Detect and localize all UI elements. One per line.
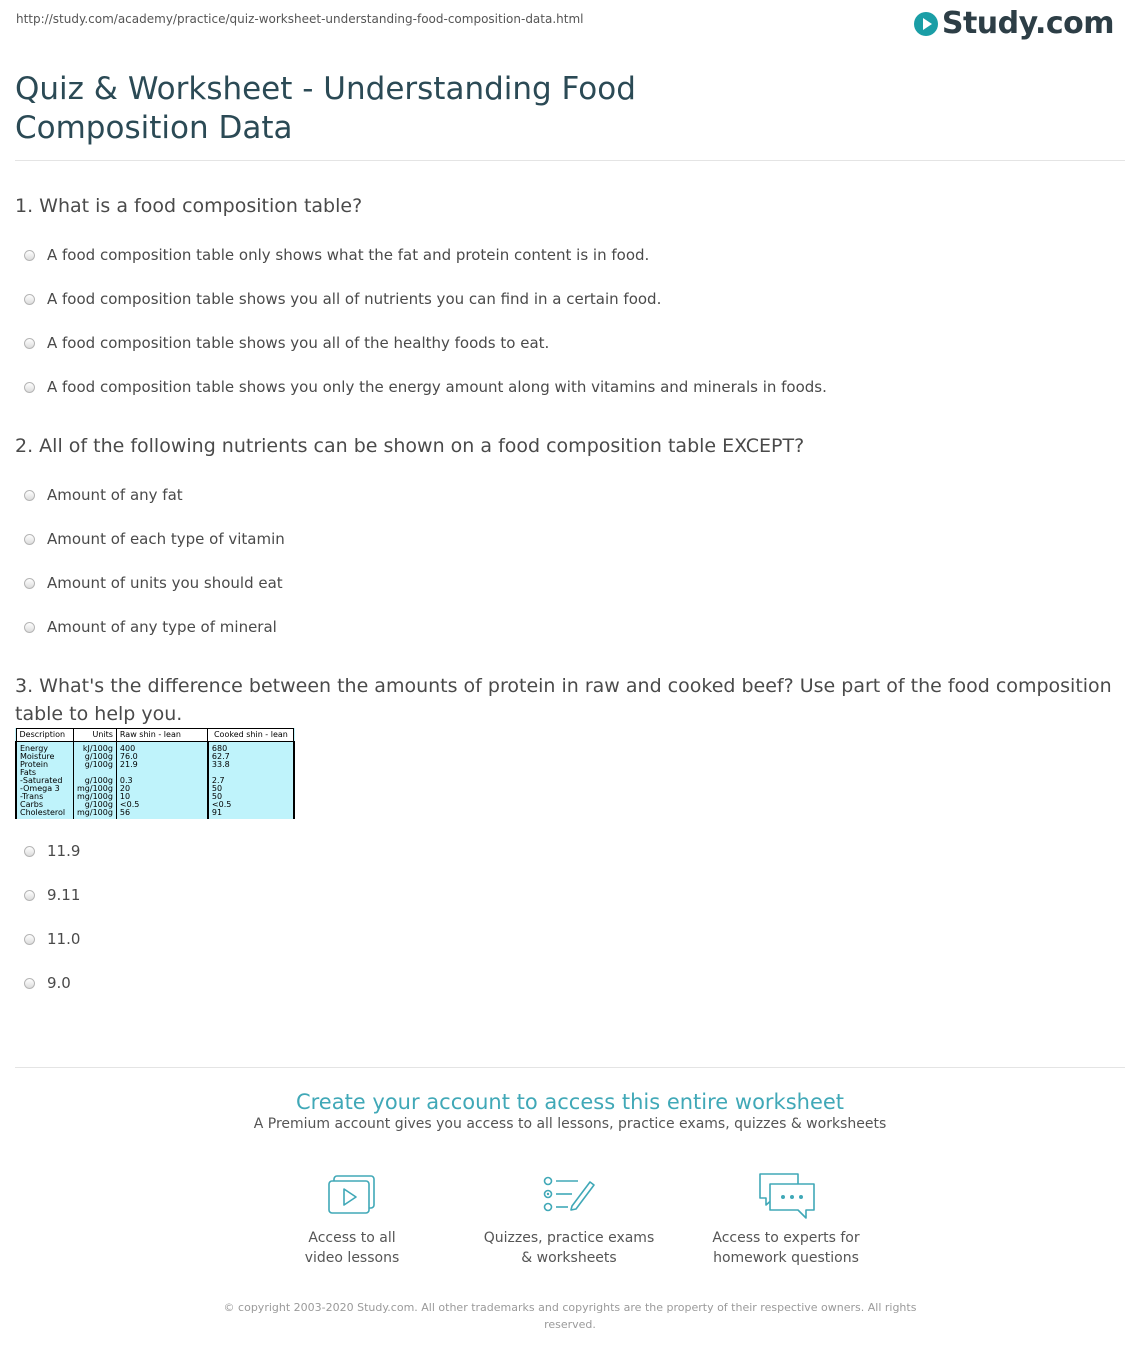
study-logo[interactable] — [914, 6, 1114, 41]
question-2 — [15, 432, 1125, 649]
feature-label: Access to experts for — [712, 1230, 860, 1246]
table-cell: 50 — [208, 785, 294, 793]
table-row — [16, 742, 294, 754]
answer-option[interactable] — [15, 233, 1125, 277]
feature-experts — [686, 1172, 886, 1268]
table-cell: 20 — [116, 785, 208, 793]
table-cell: g/100g — [74, 761, 117, 769]
table-cell: g/100g — [74, 801, 117, 809]
table-cell: 33.8 — [208, 761, 294, 769]
play-logo-icon — [914, 12, 938, 36]
answer-option[interactable] — [15, 365, 1125, 409]
food-composition-table — [15, 728, 295, 819]
radio-button[interactable] — [24, 978, 35, 989]
quiz-checklist-icon — [542, 1172, 596, 1220]
question-title: 3. What's the difference between the amounts of protein in raw and cooked beef? Use part of the food composition table to help you. — [15, 675, 1112, 725]
table-cell: g/100g — [74, 753, 117, 761]
table-cell: mg/100g — [74, 785, 117, 793]
table-cell: Carbs — [16, 801, 74, 809]
radio-button[interactable] — [24, 382, 35, 393]
question-title: 2. All of the following nutrients can be shown on a food composition table EXCEPT? — [15, 435, 805, 457]
feature-label: Access to all — [308, 1230, 396, 1246]
table-cell: 91 — [208, 809, 294, 819]
table-cell: Protein — [16, 761, 74, 769]
radio-button[interactable] — [24, 250, 35, 261]
page-url: http://study.com/academy/practice/quiz-worksheet-understanding-food-composition-data.html — [16, 12, 584, 26]
chat-bubbles-icon — [754, 1172, 818, 1220]
table-cell: 10 — [116, 793, 208, 801]
question-3 — [15, 672, 1125, 1005]
table-cell: 2.7 — [208, 777, 294, 785]
feature-video-lessons — [252, 1172, 452, 1268]
answer-text: A food composition table shows you all of the healthy foods to eat. — [47, 334, 550, 352]
answer-text: 11.0 — [47, 930, 81, 948]
table-cell: g/100g — [74, 777, 117, 785]
table-cell: 62.7 — [208, 753, 294, 761]
radio-button[interactable] — [24, 490, 35, 501]
answer-text: A food composition table shows you all of nutrients you can find in a certain food. — [47, 290, 662, 308]
table-cell: -Trans — [16, 793, 74, 801]
table-cell: 76.0 — [116, 753, 208, 761]
radio-button[interactable] — [24, 578, 35, 589]
copyright-footer: © copyright 2003-2020 Study.com. All other trademarks and copyrights are the property of their respective owners. All rights reserved. — [223, 1301, 917, 1331]
table-cell: 21.9 — [116, 761, 208, 769]
question-title: 1. What is a food composition table? — [15, 195, 363, 217]
table-cell: Cholesterol — [16, 809, 74, 819]
radio-button[interactable] — [24, 294, 35, 305]
answer-option[interactable] — [15, 829, 1125, 873]
table-cell: <0.5 — [116, 801, 208, 809]
table-cell: 0.3 — [116, 777, 208, 785]
answer-text: 9.11 — [47, 886, 81, 904]
answer-option[interactable] — [15, 961, 1125, 1005]
table-cell: -Saturated — [16, 777, 74, 785]
table-cell: 680 — [208, 742, 294, 754]
answer-text: A food composition table shows you only the energy amount along with vitamins and minerals in foods. — [47, 378, 827, 396]
question-1 — [15, 192, 1125, 409]
table-header: Description — [16, 729, 74, 742]
table-body — [16, 742, 294, 820]
signup-cta — [0, 1090, 1140, 1132]
table-cell: 50 — [208, 793, 294, 801]
answer-text: A food composition table only shows what the fat and protein content is in food. — [47, 246, 650, 264]
answer-text: Amount of any type of mineral — [47, 618, 277, 636]
table-cell: mg/100g — [74, 793, 117, 801]
feature-label: & worksheets — [521, 1250, 617, 1266]
table-cell: mg/100g — [74, 809, 117, 819]
cta-subtitle: A Premium account gives you access to all lessons, practice exams, quizzes & worksheets — [253, 1116, 887, 1132]
radio-button[interactable] — [24, 890, 35, 901]
table-cell: <0.5 — [208, 801, 294, 809]
table-row — [16, 753, 294, 761]
radio-button[interactable] — [24, 622, 35, 633]
feature-quizzes — [469, 1172, 669, 1268]
table-row — [16, 809, 294, 819]
answer-text: Amount of units you should eat — [47, 574, 283, 592]
answer-option[interactable] — [15, 277, 1125, 321]
answer-option[interactable] — [15, 473, 1125, 517]
radio-button[interactable] — [24, 846, 35, 857]
radio-button[interactable] — [24, 338, 35, 349]
table-cell: -Omega 3 — [16, 785, 74, 793]
feature-label: homework questions — [713, 1250, 859, 1266]
page-title: Quiz & Worksheet - Understanding Food Composition Data — [15, 71, 636, 146]
radio-button[interactable] — [24, 534, 35, 545]
table-cell: kJ/100g — [74, 742, 117, 754]
table-cell: Energy — [16, 742, 74, 754]
answer-option[interactable] — [15, 561, 1125, 605]
table-cell: Fats — [16, 769, 74, 777]
divider — [15, 160, 1125, 161]
table-cell: Moisture — [16, 753, 74, 761]
feature-label: video lessons — [304, 1250, 400, 1266]
table-header: Raw shin - lean — [116, 729, 208, 742]
answer-option[interactable] — [15, 517, 1125, 561]
table-cell: 400 — [116, 742, 208, 754]
table-row — [16, 785, 294, 793]
answer-text: 9.0 — [47, 974, 71, 992]
radio-button[interactable] — [24, 934, 35, 945]
table-header: Cooked shin - lean — [208, 729, 294, 742]
answer-text: Amount of each type of vitamin — [47, 530, 285, 548]
divider — [15, 1067, 1125, 1068]
video-lessons-icon — [325, 1172, 379, 1220]
table-cell: 56 — [116, 809, 208, 819]
table-row — [16, 793, 294, 801]
answer-text: Amount of any fat — [47, 486, 183, 504]
answer-option[interactable] — [15, 605, 1125, 649]
cta-title[interactable]: Create your account to access this entire worksheet — [295, 1090, 845, 1114]
answer-text: 11.9 — [47, 842, 81, 860]
answer-option[interactable] — [15, 873, 1125, 917]
table-header: Units — [74, 729, 117, 742]
table-row — [16, 761, 294, 769]
feature-label: Quizzes, practice exams — [483, 1230, 655, 1246]
logo-text: Study.com — [941, 6, 1114, 41]
answer-option[interactable] — [15, 917, 1125, 961]
answer-option[interactable] — [15, 321, 1125, 365]
